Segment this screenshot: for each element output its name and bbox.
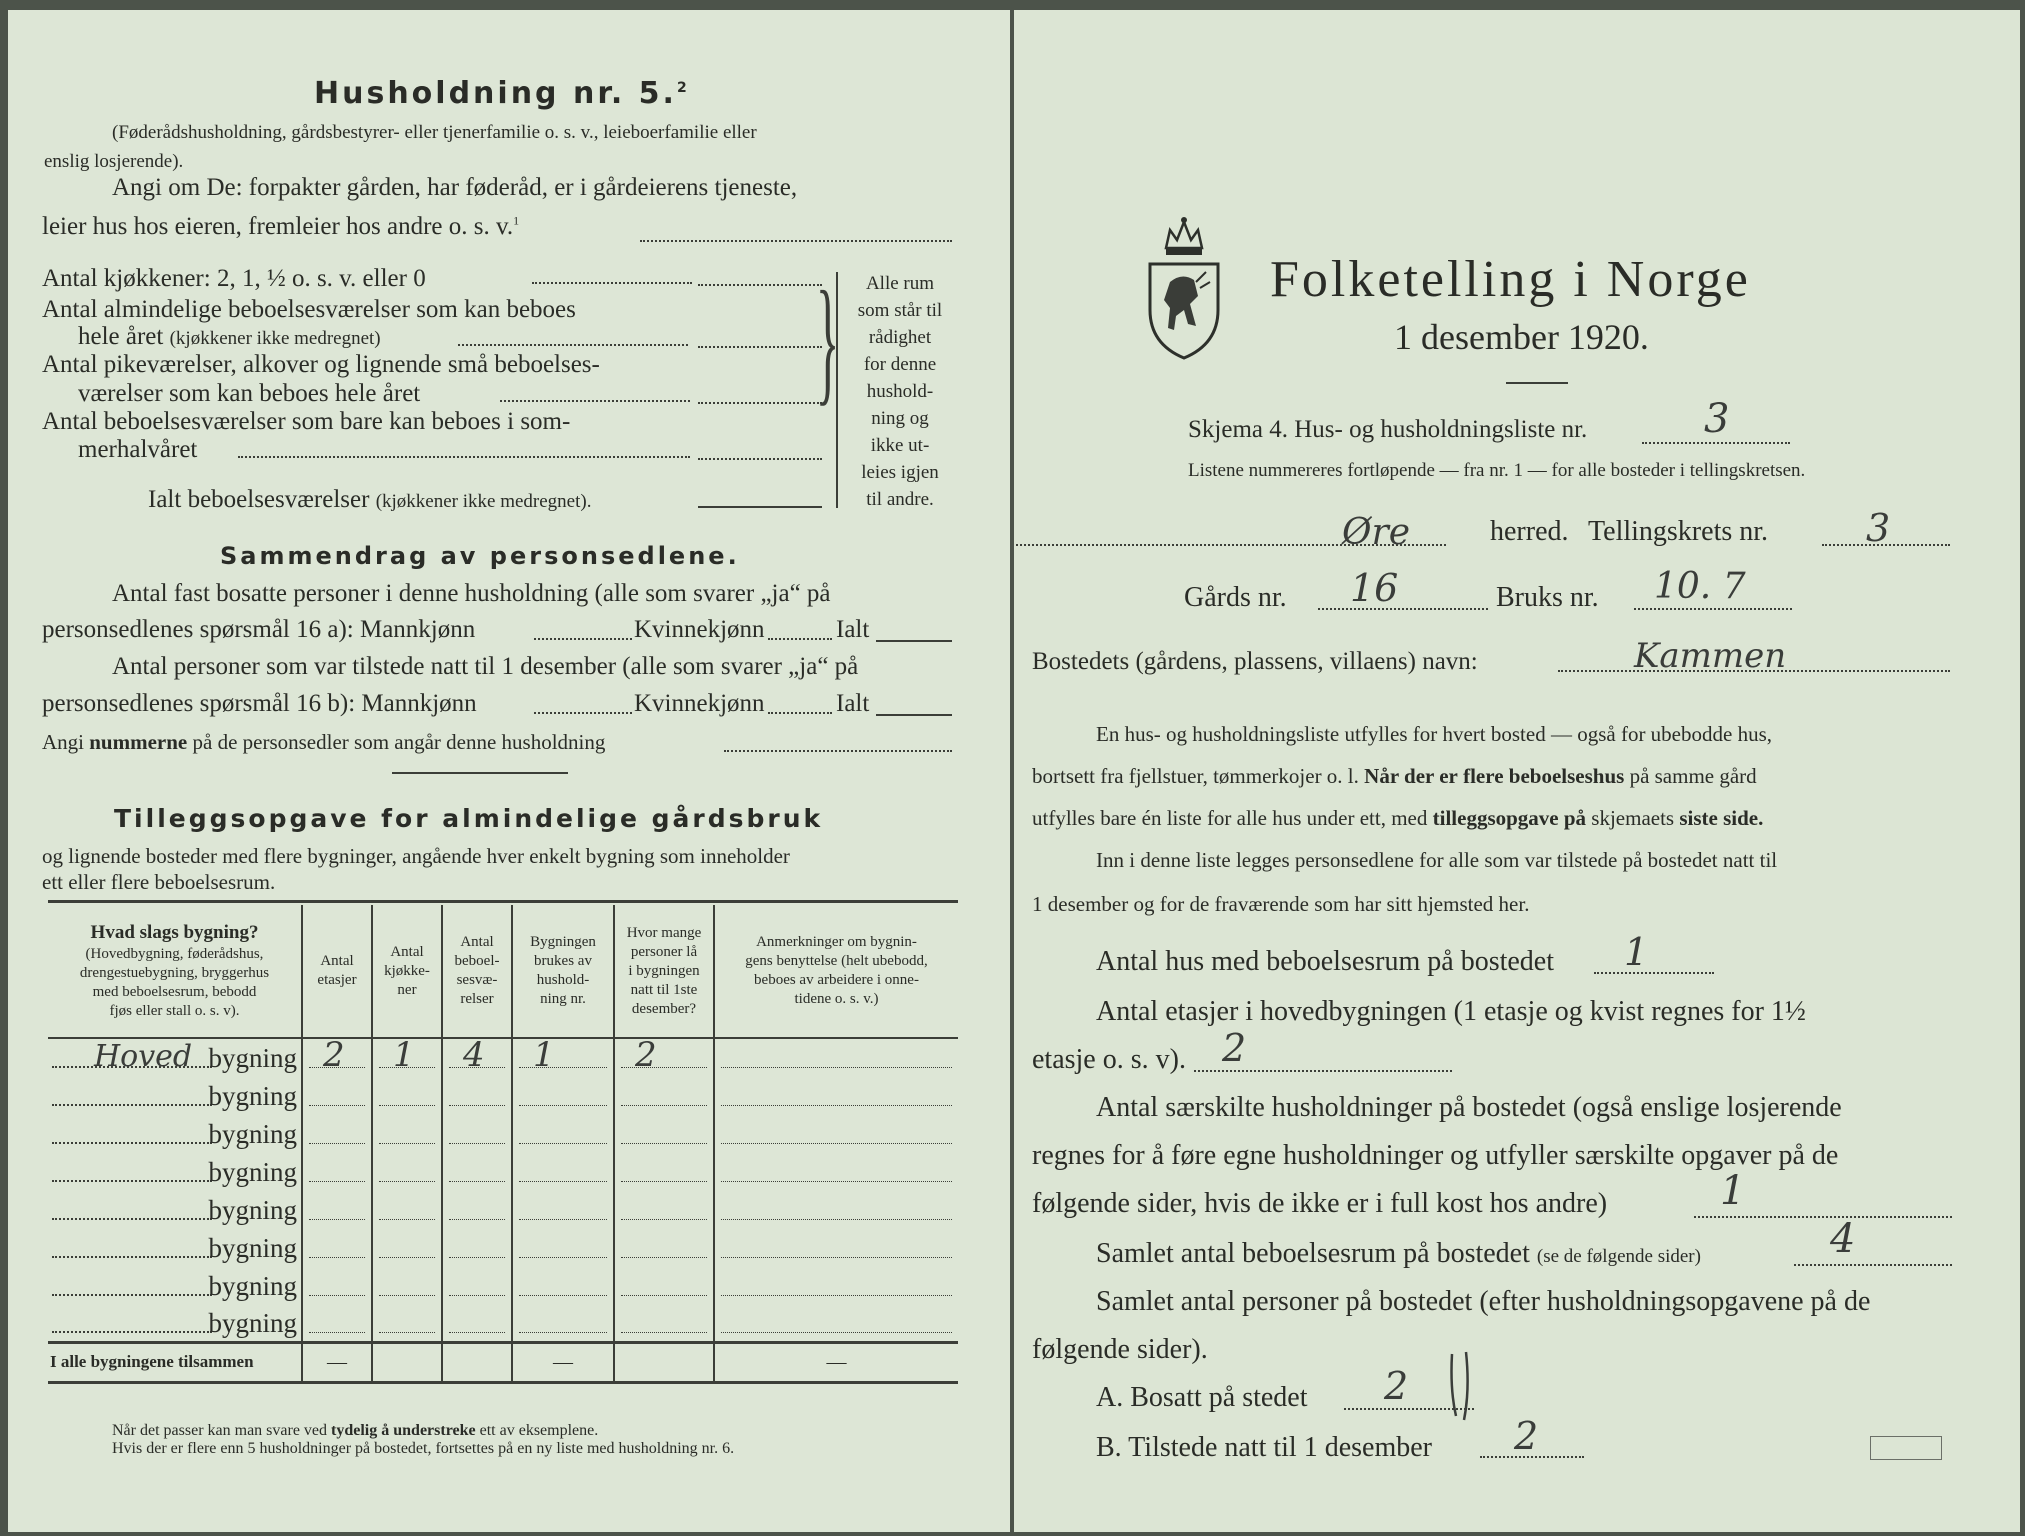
- cell-vaerelser[interactable]: [442, 1190, 512, 1228]
- cell-kjokkener[interactable]: [372, 1266, 442, 1304]
- table-top-rule: [48, 900, 958, 903]
- column-header-line: Antal: [390, 943, 424, 960]
- resident-persons-text-cont: personsedlenes spørsmål 16 a): Mannkjønn: [42, 616, 476, 643]
- farm-number-field[interactable]: [1318, 608, 1488, 610]
- cell-line: [379, 1257, 435, 1258]
- column-header-line: beboes av arbeidere i onne-: [754, 972, 919, 988]
- ordinary-rooms-dots: [458, 344, 688, 346]
- building-row-label: bygning: [208, 1307, 297, 1338]
- column-header-line: drengestuebygning, bryggerhus: [79, 965, 270, 981]
- building-type-dots: [52, 1218, 212, 1220]
- cell-personer[interactable]: [614, 1190, 714, 1228]
- total-rooms-label-right: Samlet antal beboelsesrum på bostedet: [1096, 1238, 1530, 1269]
- cell-anm[interactable]: [714, 1152, 958, 1190]
- cell-value: 4: [463, 1035, 485, 1075]
- supplement-intro-cont: ett eller flere beboelsesrum.: [42, 870, 276, 894]
- cell-value: 1: [533, 1035, 555, 1075]
- rooms-note-line: hushold-: [866, 381, 934, 402]
- cell-line: [379, 1105, 435, 1106]
- total-cell[interactable]: —: [512, 1342, 614, 1382]
- resident-female-field[interactable]: [768, 638, 832, 640]
- cell-husholdning[interactable]: [512, 1190, 614, 1228]
- cell-line: [721, 1067, 952, 1068]
- table-row: [48, 1076, 958, 1114]
- column-header-line: tidene o. s. v.): [794, 991, 879, 1007]
- cell-line: [449, 1143, 505, 1144]
- cell-kjokkener[interactable]: [372, 1304, 442, 1342]
- column-header-line: Antal: [460, 934, 494, 950]
- cell-etasjer[interactable]: [302, 1152, 372, 1190]
- building-type-cell[interactable]: [48, 1038, 302, 1076]
- present-persons-text-cont: personsedlenes spørsmål 16 b): Mannkjønn: [42, 690, 477, 717]
- cell-etasjer[interactable]: [302, 1114, 372, 1152]
- cell-line: [721, 1332, 952, 1333]
- rooms-note-line: som står til: [857, 300, 943, 321]
- instruction-3-bold-end: siste side.: [1679, 806, 1764, 830]
- cell-line: [519, 1295, 607, 1296]
- households-label: Antal særskilte husholdninger på bostedet (også enslige losjerende: [1096, 1092, 1842, 1123]
- building-row-label: bygning: [208, 1043, 297, 1073]
- ordinary-rooms-answer-line[interactable]: [698, 346, 822, 348]
- numbers-label-c: på de personsedler som angår denne husholdning: [192, 730, 606, 754]
- building-type-dots: [52, 1104, 212, 1106]
- present-total-label: Ialt: [836, 690, 870, 717]
- cell-husholdning[interactable]: [512, 1228, 614, 1266]
- resident-value: 2: [1384, 1364, 1409, 1408]
- census-date: 1 desember 1920.: [1394, 317, 1649, 357]
- cell-line: [309, 1143, 365, 1144]
- supplement-heading: Tilleggsopgave for almindelige gårdsbruk: [114, 804, 824, 833]
- column-header-line: med beboelsesrum, bebodd: [92, 984, 257, 1000]
- summer-rooms-label: Antal beboelsesværelser som bare kan beboes i som-: [42, 408, 571, 435]
- left-page: [8, 10, 1010, 1532]
- printer-stamp: [1870, 1436, 1942, 1460]
- kitchens-label: Antal kjøkkener: 2, 1, ½ o. s. v. eller 0: [42, 265, 426, 292]
- footnote-marker: 1: [513, 213, 520, 228]
- list-number-field[interactable]: [1642, 442, 1790, 444]
- household-title: Husholdning nr. 5.$^2$: [314, 76, 690, 111]
- cell-etasjer[interactable]: [302, 1228, 372, 1266]
- table-header-row: [48, 905, 958, 1038]
- total-persons-label: Samlet antal personer på bostedet (efter husholdningsopgavene på de: [1096, 1286, 1871, 1317]
- households-label-end: følgende sider, hvis de ikke er i full kost hos andre): [1032, 1188, 1608, 1219]
- building-type-dots: [52, 1294, 212, 1296]
- cell-kjokkener[interactable]: [372, 1114, 442, 1152]
- numbers-label-bold: nummerne: [89, 730, 188, 754]
- building-row-label: bygning: [208, 1271, 297, 1301]
- cell-personer[interactable]: [614, 1266, 714, 1304]
- cell-personer[interactable]: [614, 1076, 714, 1114]
- present-total-field[interactable]: [876, 714, 952, 716]
- cell-line: [721, 1181, 952, 1182]
- cell-line: [379, 1143, 435, 1144]
- cell-vaerelser[interactable]: [442, 1152, 512, 1190]
- resident-female-label: Kvinnekjønn: [634, 616, 765, 643]
- households-field[interactable]: [1694, 1216, 1952, 1218]
- building-type-cell[interactable]: [48, 1076, 302, 1114]
- rooms-note-line: rådighet: [868, 327, 932, 348]
- census-title: Folketelling i Norge: [1270, 251, 1751, 308]
- summer-rooms-dots: [238, 456, 690, 458]
- cell-line: [519, 1332, 607, 1333]
- cell-line: [721, 1105, 952, 1106]
- angi-answer-line[interactable]: [640, 240, 952, 242]
- district-label: Tellingskrets nr.: [1588, 516, 1769, 547]
- angi-text: Angi om De: forpakter gården, har føderåd, er i gårdeierens tjeneste,: [112, 174, 798, 201]
- total-cell[interactable]: [614, 1342, 714, 1382]
- cell-line: [721, 1257, 952, 1258]
- cell-line: [519, 1181, 607, 1182]
- present-male-field[interactable]: [534, 712, 632, 714]
- cell-line: [519, 1143, 607, 1144]
- kitchens-answer-line[interactable]: [698, 284, 822, 286]
- rooms-note-line: ning og: [871, 408, 929, 429]
- cell-anm[interactable]: [714, 1190, 958, 1228]
- cell-line: [621, 1219, 707, 1220]
- footnote-1a: Når det passer kan man svare ved: [112, 1422, 328, 1439]
- column-header: [48, 905, 302, 1038]
- resident-label: A. Bosatt på stedet: [1096, 1382, 1308, 1413]
- total-rooms-field-right[interactable]: [1794, 1264, 1952, 1266]
- cell-kjokkener[interactable]: [372, 1152, 442, 1190]
- present-label: B. Tilstede natt til 1 desember: [1096, 1432, 1432, 1463]
- column-header-line: kjøkke-: [384, 962, 430, 979]
- present-value: 2: [1514, 1414, 1539, 1458]
- column-header-line: Hvor mange: [626, 924, 702, 941]
- cell-vaerelser[interactable]: [442, 1266, 512, 1304]
- total-rooms-note-right: (se de følgende sider): [1536, 1246, 1701, 1267]
- column-header: [372, 905, 442, 1038]
- cell-personer[interactable]: [614, 1114, 714, 1152]
- cell-line: [449, 1332, 505, 1333]
- cell-kjokkener[interactable]: [372, 1190, 442, 1228]
- present-female-field[interactable]: [768, 712, 832, 714]
- resident-total-label: Ialt: [836, 616, 870, 643]
- households-value: 1: [1720, 1168, 1746, 1214]
- title-divider: [1506, 382, 1568, 384]
- table-row: [48, 1038, 958, 1076]
- floors-label-cont: etasje o. s. v).: [1032, 1044, 1186, 1075]
- rooms-note-line: til andre.: [866, 489, 934, 510]
- cell-line: [449, 1219, 505, 1220]
- rooms-note-line: ikke ut-: [870, 435, 930, 456]
- cell-anm[interactable]: [714, 1228, 958, 1266]
- floors-field[interactable]: [1194, 1070, 1452, 1072]
- column-header-line: Bygningen: [530, 934, 596, 950]
- summer-rooms-label-cont: merhalvåret: [78, 436, 198, 463]
- cell-personer[interactable]: [614, 1152, 714, 1190]
- maid-rooms-dots: [500, 400, 690, 402]
- holding-number-value: 10. 7: [1654, 566, 1746, 607]
- cell-line: [309, 1105, 365, 1106]
- cell-husholdning[interactable]: [512, 1304, 614, 1342]
- cell-line: [309, 1219, 365, 1220]
- column-header-line: Anmerkninger om bygnin-: [756, 934, 917, 950]
- instruction-2a: bortsett fra fjellstuer, tømmerkojer o. l.: [1032, 764, 1359, 788]
- households-label-cont: regnes for å føre egne husholdninger og utfyller særskilte opgaver på de: [1032, 1140, 1839, 1171]
- footnote-1c: ett av eksemplene.: [479, 1422, 599, 1439]
- numbers-label-a: Angi: [42, 730, 84, 754]
- instruction-2d: på samme gård: [1629, 764, 1757, 788]
- column-header: [442, 905, 512, 1038]
- present-persons-text: Antal personer som var tilstede natt til 1 desember (alle som svarer „ja“ på: [112, 653, 859, 680]
- building-type-cell[interactable]: [48, 1190, 302, 1228]
- cell-vaerelser[interactable]: [442, 1076, 512, 1114]
- table-row: [48, 1304, 958, 1342]
- cell-line: [721, 1219, 952, 1220]
- present-female-label: Kvinnekjønn: [634, 690, 765, 717]
- instruction-1: En hus- og husholdningsliste utfylles for hvert bosted — også for ubebodde hus,: [1096, 722, 1772, 746]
- resident-male-field[interactable]: [534, 638, 632, 640]
- cell-line: [379, 1219, 435, 1220]
- herred-label: herred.: [1490, 516, 1569, 547]
- cell-line: [379, 1181, 435, 1182]
- cell-personer[interactable]: [614, 1035, 714, 1076]
- angi-text-cont: leier hus hos eieren, fremleier hos andre o. s. v.: [42, 213, 514, 240]
- column-header-line: sesvæ-: [456, 972, 498, 988]
- cell-line: [449, 1181, 505, 1182]
- cell-line: [379, 1332, 435, 1333]
- table-row: [48, 1114, 958, 1152]
- column-header-line: Antal: [320, 953, 354, 969]
- herred-value: Øre: [1342, 512, 1411, 553]
- cell-kjokkener[interactable]: [372, 1076, 442, 1114]
- farm-number-label: Gårds nr.: [1184, 582, 1287, 613]
- ordinary-rooms-note: (kjøkkener ikke medregnet): [169, 328, 381, 349]
- column-header: [714, 905, 958, 1038]
- building-type-cell[interactable]: [48, 1304, 302, 1342]
- holding-number-field[interactable]: [1634, 608, 1792, 610]
- column-header-line: personer lå: [630, 943, 698, 960]
- cell-value: 1: [393, 1035, 415, 1075]
- building-row-label: bygning: [208, 1119, 297, 1149]
- cell-line: [309, 1295, 365, 1296]
- building-type-dots: [52, 1180, 212, 1182]
- place-name-value: Kammen: [1634, 636, 1787, 676]
- list-number-label: Skjema 4. Hus- og husholdningsliste nr.: [1188, 416, 1588, 443]
- column-header-line: desember?: [631, 1000, 697, 1017]
- cell-line: [519, 1105, 607, 1106]
- cell-kjokkener[interactable]: [372, 1035, 442, 1076]
- instruction-2-bold: flere beboelseshus: [1463, 764, 1625, 788]
- cell-line: [379, 1295, 435, 1296]
- building-row-label: bygning: [208, 1157, 297, 1187]
- cell-husholdning[interactable]: [512, 1152, 614, 1190]
- rooms-note-line: for denne: [863, 354, 937, 375]
- cell-anm[interactable]: [714, 1304, 958, 1342]
- rooms-brace: }: [815, 263, 840, 418]
- cell-personer[interactable]: [614, 1304, 714, 1342]
- cell-line: [449, 1295, 505, 1296]
- total-rooms-label: Ialt beboelsesværelser: [148, 486, 370, 513]
- total-row: [48, 1342, 958, 1382]
- column-header-line: gens benyttelse (helt ubebodd,: [745, 953, 928, 969]
- cell-line: [519, 1219, 607, 1220]
- total-cell[interactable]: [372, 1342, 442, 1382]
- ordinary-rooms-label: Antal almindelige beboelsesværelser som kan beboes: [42, 296, 576, 323]
- building-type-cell[interactable]: [48, 1266, 302, 1304]
- cell-vaerelser[interactable]: [442, 1114, 512, 1152]
- buildings-table: [48, 905, 958, 1384]
- cell-line: [519, 1257, 607, 1258]
- rooms-note: [844, 270, 956, 513]
- list-number-value: 3: [1704, 396, 1730, 442]
- cell-line: [621, 1105, 707, 1106]
- cell-husholdning[interactable]: [512, 1035, 614, 1076]
- instruction-2b: Når der er: [1364, 764, 1458, 788]
- cell-anm[interactable]: [714, 1038, 958, 1076]
- building-type-dots: [52, 1331, 212, 1333]
- building-type-cell[interactable]: [48, 1228, 302, 1266]
- norwegian-coat-of-arms-icon: [1146, 212, 1222, 362]
- column-header: [614, 905, 714, 1038]
- cell-line: [721, 1143, 952, 1144]
- total-row-label: I alle bygningene tilsammen: [50, 1352, 254, 1371]
- column-header-line: ning nr.: [540, 991, 586, 1007]
- building-row-label: bygning: [208, 1233, 297, 1263]
- total-rooms-note: (kjøkkener ikke medregnet).: [375, 491, 592, 512]
- houses-count-label: Antal hus med beboelsesrum på bostedet: [1096, 946, 1555, 977]
- total-rooms-answer-line[interactable]: [698, 506, 822, 508]
- column-header-line: fjøs eller stall o. s. v).: [109, 1003, 240, 1019]
- cell-line: [621, 1181, 707, 1182]
- building-type-value: Hoved: [94, 1039, 193, 1074]
- maid-rooms-label: Antal pikeværelser, alkover og lignende små beboelses-: [42, 351, 600, 378]
- rooms-note-line: leies igjen: [861, 462, 939, 483]
- cell-line: [449, 1105, 505, 1106]
- footnote-2: Hvis der er flere enn 5 husholdninger på bostedet, fortsettes på en ny liste med husholdning nr. 6.: [112, 1440, 735, 1457]
- column-header-line: (Hovedbygning, føderådshus,: [85, 946, 264, 962]
- ordinary-rooms-label-cont: hele året: [78, 323, 164, 350]
- total-cell[interactable]: [442, 1342, 512, 1382]
- table-row: [48, 1266, 958, 1304]
- cell-line: [621, 1295, 707, 1296]
- cell-vaerelser[interactable]: [442, 1304, 512, 1342]
- cell-value: 2: [323, 1035, 345, 1075]
- column-header: [512, 905, 614, 1038]
- section-divider: [392, 772, 568, 774]
- household-subtitle: (Føderådshusholdning, gårdsbestyrer- eller tjenerfamilie o. s. v., leieboerfamilie eller: [112, 122, 757, 143]
- cell-anm[interactable]: [714, 1114, 958, 1152]
- supplement-intro: og lignende bosteder med flere bygninger, angående hver enkelt bygning som inneholder: [42, 844, 790, 868]
- building-type-dots: [52, 1142, 212, 1144]
- houses-count-value: 1: [1624, 930, 1649, 974]
- district-value: 3: [1866, 506, 1891, 550]
- summary-heading: Sammendrag av personsedlene.: [220, 542, 740, 570]
- floors-label: Antal etasjer i hovedbygningen (1 etasje og kvist regnes for 1½: [1096, 996, 1806, 1027]
- building-row-label: bygning: [208, 1195, 297, 1225]
- table-row: [48, 1190, 958, 1228]
- cell-husholdning[interactable]: [512, 1266, 614, 1304]
- cell-husholdning[interactable]: [512, 1076, 614, 1114]
- total-cell[interactable]: —: [302, 1342, 372, 1382]
- cell-etasjer[interactable]: [302, 1266, 372, 1304]
- total-persons-label-cont: følgende sider).: [1032, 1334, 1208, 1365]
- holding-number-label: Bruks nr.: [1496, 582, 1599, 613]
- cell-personer[interactable]: [614, 1228, 714, 1266]
- houses-count-field[interactable]: [1594, 972, 1714, 974]
- cell-line: [621, 1332, 707, 1333]
- tally-mark-icon: [1448, 1350, 1478, 1422]
- building-row-label: bygning: [208, 1081, 297, 1111]
- footnote-1-bold: tydelig å understreke: [331, 1422, 476, 1439]
- cell-line: [621, 1143, 707, 1144]
- instruction-5: 1 desember og for de fraværende som har sitt hjemsted her.: [1032, 892, 1530, 916]
- cell-husholdning[interactable]: [512, 1114, 614, 1152]
- column-header-line: natt til 1ste: [630, 981, 698, 998]
- floors-value: 2: [1222, 1026, 1247, 1070]
- cell-kjokkener[interactable]: [372, 1228, 442, 1266]
- cell-line: [621, 1257, 707, 1258]
- cell-line: [621, 1067, 707, 1068]
- column-header-line: i bygningen: [628, 962, 700, 979]
- summer-rooms-answer-line[interactable]: [698, 458, 822, 460]
- building-type-cell[interactable]: [48, 1152, 302, 1190]
- cell-etasjer[interactable]: [302, 1190, 372, 1228]
- total-cell[interactable]: —: [714, 1342, 958, 1382]
- column-header-line: Hvad slags bygning?: [90, 922, 259, 943]
- instruction-3a: utfylles bare én liste for alle hus under ett, med: [1032, 806, 1428, 830]
- column-header-line: brukes av: [534, 953, 592, 969]
- place-name-label: Bostedets (gårdens, plassens, villaens) navn:: [1032, 648, 1478, 675]
- cell-vaerelser[interactable]: [442, 1228, 512, 1266]
- maid-rooms-answer-line[interactable]: [698, 402, 822, 404]
- table-row: [48, 1152, 958, 1190]
- cell-line: [309, 1181, 365, 1182]
- maid-rooms-label-cont: værelser som kan beboes hele året: [78, 380, 421, 407]
- column-header-line: ner: [397, 981, 417, 998]
- column-header-line: etasjer: [317, 972, 357, 988]
- total-rooms-value-right: 4: [1830, 1216, 1856, 1262]
- resident-total-field[interactable]: [876, 640, 952, 642]
- cell-value: 2: [635, 1035, 657, 1075]
- kitchens-dots: [532, 282, 692, 284]
- household-subtitle-cont: enslig losjerende).: [44, 151, 184, 172]
- cell-anm[interactable]: [714, 1076, 958, 1114]
- cell-etasjer[interactable]: [302, 1304, 372, 1342]
- instruction-3-bold: tilleggsopgave på: [1432, 806, 1587, 830]
- instruction-3c: skjemaets: [1591, 806, 1675, 830]
- right-page: [1014, 10, 2020, 1532]
- cell-etasjer[interactable]: [302, 1035, 372, 1076]
- resident-persons-text: Antal fast bosatte personer i denne husholdning (alle som svarer „ja“ på: [112, 580, 831, 607]
- instruction-4: Inn i denne liste legges personsedlene for alle som var tilstede på bostedet natt til: [1096, 848, 1778, 872]
- cell-etasjer[interactable]: [302, 1076, 372, 1114]
- column-header-line: beboel-: [454, 953, 500, 969]
- column-header-line: hushold-: [536, 972, 590, 988]
- cell-vaerelser[interactable]: [442, 1035, 512, 1076]
- building-type-dots: [52, 1256, 212, 1258]
- column-header: [302, 905, 372, 1038]
- rooms-divider: [836, 272, 838, 508]
- cell-line: [721, 1295, 952, 1296]
- farm-number-value: 16: [1350, 566, 1399, 610]
- rooms-note-line: Alle rum: [865, 273, 935, 294]
- cell-line: [309, 1332, 365, 1333]
- cell-line: [309, 1257, 365, 1258]
- building-type-cell[interactable]: [48, 1114, 302, 1152]
- numbers-field[interactable]: [724, 750, 952, 752]
- cell-line: [449, 1257, 505, 1258]
- numbering-note: Listene nummereres fortløpende — fra nr. 1 — for alle bosteder i tellingskretsen.: [1188, 460, 1806, 481]
- table-row: [48, 1228, 958, 1266]
- cell-anm[interactable]: [714, 1266, 958, 1304]
- column-header-line: relser: [460, 991, 494, 1007]
